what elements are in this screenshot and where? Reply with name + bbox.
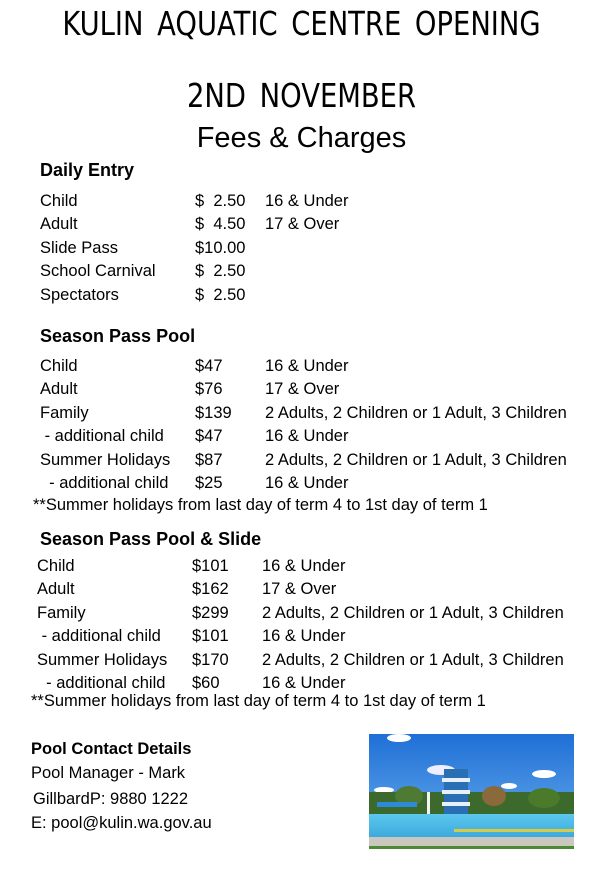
season-pass-pool-slide-section	[37, 525, 597, 695]
daily-entry-section	[40, 156, 600, 307]
fee-label: Adult	[37, 580, 75, 599]
fee-label: - additional child	[37, 627, 161, 646]
fee-label: Family	[40, 403, 89, 422]
fee-label: Child	[40, 357, 78, 375]
fee-price: $170	[192, 650, 229, 669]
fee-price: $101	[192, 627, 229, 646]
fee-note: 17 & Over	[265, 380, 340, 399]
fee-note: 16 & Under	[265, 357, 349, 375]
fee-note: 2 Adults, 2 Children or 1 Adult, 3 Children	[265, 450, 567, 469]
fee-row	[40, 260, 600, 283]
page-title: KULIN AQUATIC CENTRE OPENING	[62, 4, 541, 43]
fee-price: $25	[195, 473, 223, 492]
fee-price: $47	[195, 357, 223, 375]
contact-email[interactable]: E: pool@kulin.wa.gov.au	[31, 814, 212, 832]
opening-date: 2ND NOVEMBER	[186, 76, 417, 115]
contact-phone: GillbardP: 9880 1222	[33, 790, 189, 808]
contact-details	[31, 740, 212, 833]
fee-row	[40, 425, 600, 448]
fee-label: Child	[37, 557, 75, 575]
fee-row	[40, 355, 600, 378]
fee-label: Summer Holidays	[37, 650, 168, 669]
fee-label: - additional child	[40, 473, 169, 492]
fee-row	[40, 213, 600, 236]
footnote: **Summer holidays from last day of term 4 to 1st day of term 1	[31, 692, 486, 710]
section-heading: Season Pass Pool	[40, 326, 196, 346]
fee-row	[40, 190, 600, 213]
fee-price: $139	[195, 403, 232, 422]
fee-price: $299	[192, 603, 229, 622]
fee-price: $162	[192, 580, 229, 599]
fee-price: $ 2.50	[195, 262, 246, 281]
fee-row	[40, 472, 600, 495]
fee-note: 16 & Under	[265, 473, 349, 492]
fee-row	[40, 284, 600, 307]
fee-price: $87	[195, 450, 223, 469]
fee-note: 16 & Under	[262, 557, 346, 575]
fee-row	[40, 402, 600, 425]
fee-note: 2 Adults, 2 Children or 1 Adult, 3 Children	[265, 403, 567, 422]
fee-label: Summer Holidays	[40, 450, 171, 469]
fee-label: Adult	[40, 215, 78, 234]
fee-label: Child	[40, 192, 78, 210]
fee-label: Family	[37, 603, 86, 622]
fee-note: 16 & Under	[262, 627, 346, 646]
fee-note: 16 & Under	[265, 192, 349, 210]
fee-price: $ 2.50	[195, 192, 246, 210]
pool-photo	[369, 734, 574, 849]
fee-price: $ 2.50	[195, 285, 246, 304]
section-heading: Season Pass Pool & Slide	[40, 529, 262, 549]
fee-note: 17 & Over	[265, 215, 340, 234]
fee-price: $76	[195, 380, 223, 399]
subtitle: Fees & Charges	[196, 122, 407, 154]
fee-row	[37, 555, 597, 578]
fee-row	[40, 378, 600, 401]
fee-row	[40, 237, 600, 260]
fee-row	[37, 602, 597, 625]
fee-label: - additional child	[40, 427, 164, 446]
fee-price: $47	[195, 427, 223, 446]
fee-note: 16 & Under	[265, 427, 349, 446]
fee-label: - additional child	[37, 673, 166, 692]
fee-row	[37, 578, 597, 601]
section-heading: Daily Entry	[40, 160, 135, 180]
fee-price: $ 4.50	[195, 215, 246, 234]
contact-heading: Pool Contact Details	[31, 740, 192, 758]
fee-row	[37, 649, 597, 672]
fee-note: 16 & Under	[262, 673, 346, 692]
fee-note: 2 Adults, 2 Children or 1 Adult, 3 Children	[262, 603, 564, 622]
fee-label: Spectators	[40, 285, 119, 304]
fee-row	[37, 625, 597, 648]
fee-price: $101	[192, 557, 229, 575]
fee-note: 17 & Over	[262, 580, 337, 599]
footnote: **Summer holidays from last day of term 4 to 1st day of term 1	[33, 496, 488, 514]
fee-row	[40, 449, 600, 472]
fee-price: $10.00	[195, 238, 246, 257]
fee-note: 2 Adults, 2 Children or 1 Adult, 3 Children	[262, 650, 564, 669]
fee-label: Slide Pass	[40, 238, 118, 257]
fee-price: $60	[192, 673, 220, 692]
season-pass-pool-section	[40, 322, 600, 495]
contact-manager: Pool Manager - Mark	[31, 764, 186, 782]
fee-label: Adult	[40, 380, 78, 399]
fee-label: School Carnival	[40, 262, 156, 281]
